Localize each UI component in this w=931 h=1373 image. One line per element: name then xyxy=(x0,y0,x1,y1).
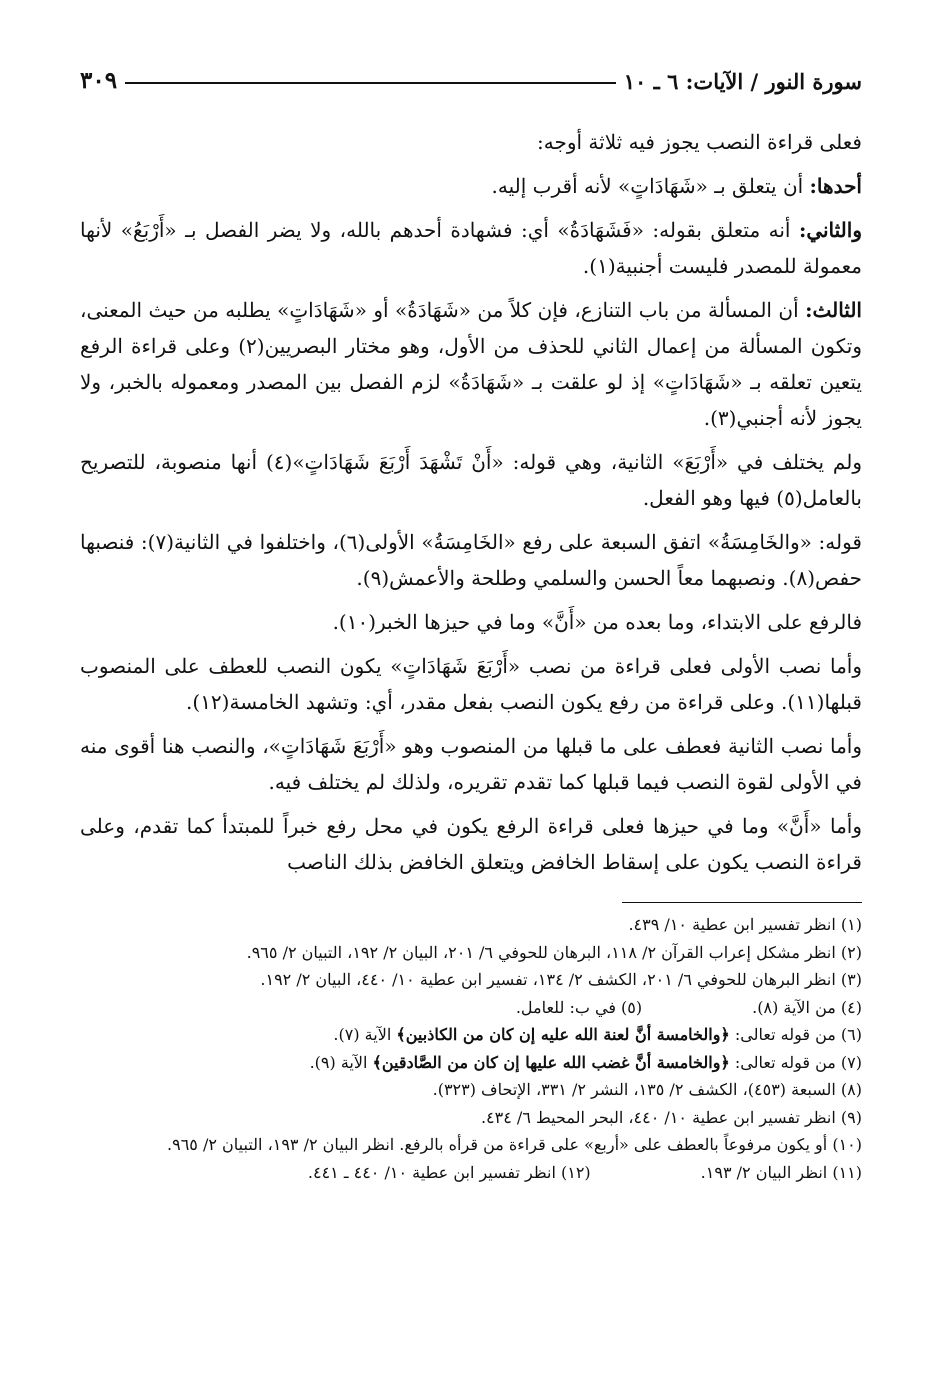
paragraph: وأما نصب الأولى فعلى قراءة من نصب «أَرْبَعَ شَهَادَاتٍ» يكون النصب للعطف على المنصوب قبلها(١١). وعلى قراءة من رفع يكون النصب بفعل مقدر، أي: وتشهد الخامسة(١٢). xyxy=(80,654,862,714)
paragraph: أحدها: أن يتعلق بـ «شَهَادَاتٍ» لأنه أقرب إليه. xyxy=(491,174,862,198)
main-text xyxy=(80,124,862,880)
footnote: (١٠) أو يكون مرفوعاً بالعطف على «أربع» على قراءة من قرأه بالرفع. انظر البيان ٢/ ١٩٣، التبيان ٢/ ٩٦٥. xyxy=(167,1135,862,1154)
footnote: (٩) انظر تفسير ابن عطية ١٠/ ٤٤٠، البحر المحيط ٦/ ٤٣٤. xyxy=(480,1107,862,1127)
running-title: سورة النور / الآيات: ٦ ـ ١٠ xyxy=(623,69,862,94)
footnote: (١٢) انظر تفسير ابن عطية ١٠/ ٤٤٠ ـ ٤٤١. xyxy=(307,1162,591,1182)
paragraph: ولم يختلف في «أَرْبَعَ» الثانية، وهي قوله: «أَنْ تَشْهَدَ أَرْبَعَ شَهَادَاتٍ»(٤) أنها منصوبة، للتصريح بالعامل(٥) فيها وهو الفعل. xyxy=(80,450,862,510)
paragraph: وأما «أَنَّ» وما في حيزها فعلى قراءة الرفع يكون في محل رفع خبراً للمبتدأ كما تقدم، وعلى قراءة النصب يكون على إسقاط الخافض ويتعلق الخافض بذلك الناصب xyxy=(80,814,862,874)
paragraph: قوله: «والخَامِسَةُ» اتفق السبعة على رفع «الخَامِسَةُ» الأولى(٦)، واختلفوا في الثانية(٧): فنصبها حفص(٨). ونصبهما معاً الحسن والسلمي وطلحة والأعمش(٩). xyxy=(80,530,862,590)
footnote: (١) انظر تفسير ابن عطية ١٠/ ٤٣٩. xyxy=(628,915,862,934)
footnote: (١١) انظر البيان ٢/ ١٩٣. xyxy=(700,1162,862,1182)
paragraph: فعلى قراءة النصب يجوز فيه ثلاثة أوجه: xyxy=(537,130,862,154)
footnote-pair xyxy=(80,1159,862,1187)
verse-quote: ﴿والخامسة أنَّ لعنة الله عليه إن كان من الكاذبين﴾ xyxy=(396,1025,730,1044)
book-page xyxy=(80,50,862,1340)
footnote-separator xyxy=(622,902,862,903)
footnote: (٢) انظر مشكل إعراب القرآن ٢/ ١١٨، البرهان للحوفي ٦/ ٢٠١، البيان ٢/ ١٩٢، التبيان ٢/ ٩٦٥. xyxy=(246,942,862,962)
footnote: (٤) من الآية (٨). xyxy=(752,997,862,1017)
footnote: (٦) من قوله تعالى: ﴿والخامسة أنَّ لعنة الله عليه إن كان من الكاذبين﴾ الآية (٧). xyxy=(333,1025,862,1044)
paragraph: الثالث: أن المسألة من باب التنازع، فإن كلاً من «شَهَادَةُ» أو «شَهَادَاتٍ» يطلبه من حيث المعنى، وتكون المسألة من إعمال الثاني للحذف من الأول، وهو مختار البصريين(٢) وعلى قراءة الرفع يتعين تعلقه بـ «شَهَادَاتٍ» إذ لو علقت بـ «شَهَادَةُ» لزم الفصل بين المصدر ومعموله بالخبر، ولا يجوز لأنه أجنبي(٣). xyxy=(80,298,863,430)
header-rule xyxy=(125,82,616,84)
paragraph: والثاني: أنه متعلق بقوله: «فَشَهَادَةُ» أي: فشهادة أحدهم بالله، ولا يضر الفصل بـ «أَرْبَعُ» لأنها معمولة للمصدر فليست أجنبية(١). xyxy=(80,218,862,278)
footnote: (٧) من قوله تعالى: ﴿والخامسة أنَّ غضب الله عليها إن كان من الصَّادقين﴾ الآية (٩). xyxy=(309,1052,862,1072)
verse-quote: ﴿والخامسة أنَّ غضب الله عليها إن كان من الصَّادقين﴾ xyxy=(372,1052,730,1072)
footnote: (٥) في ب: للعامل. xyxy=(515,997,643,1017)
footnote-pair xyxy=(80,994,862,1022)
footnote: (٨) السبعة (٤٥٣)، الكشف ٢/ ١٣٥، النشر ٢/ ٣٣١، الإتحاف (٣٢٣). xyxy=(432,1080,862,1099)
footnotes xyxy=(80,911,862,1186)
paragraph: وأما نصب الثانية فعطف على ما قبلها من المنصوب وهو «أَرْبَعَ شَهَادَاتٍ»، والنصب هنا أقوى منه في الأولى لقوة النصب فيما قبلها كما تقدم تقريره، ولذلك لم يختلف فيه. xyxy=(80,734,862,794)
paragraph: فالرفع على الابتداء، وما بعده من «أَنَّ» وما في حيزها الخبر(١٠). xyxy=(332,610,862,634)
page-number: ٣٠٩ xyxy=(80,67,118,94)
page-header xyxy=(80,50,862,94)
footnote: (٣) انظر البرهان للحوفي ٦/ ٢٠١، الكشف ٢/ ١٣٤، تفسير ابن عطية ١٠/ ٤٤٠، البيان ٢/ ١٩٢. xyxy=(260,970,862,989)
